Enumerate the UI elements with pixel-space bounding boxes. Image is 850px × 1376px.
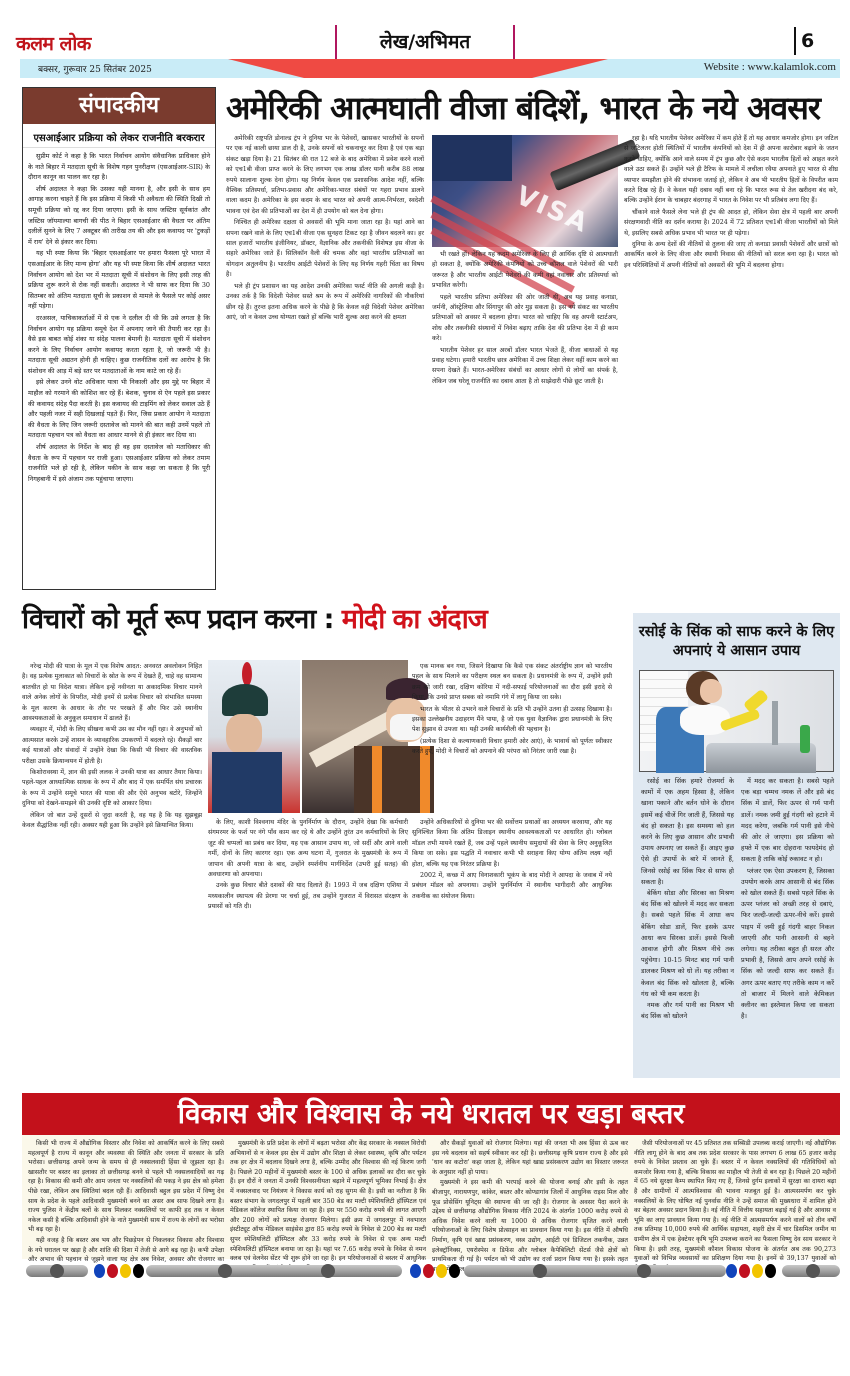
article3-paragraph: जैसी परियोजनाओं पर 45 प्रतिशत तक सब्सिडी उपलब्ध कराई जाएगी। नई औद्योगिक नीति लागू होने के बाद अब तक प्रदेश सरकार के पास लगभग 6 लाख 65 हजार करोड़ रुपये के निवेश प्रस्ताव आ चुके हैं। बस्तर में न केवल नक्सलियों की गतिविधियों को कमजोर किया गया है, बल्कि विकास का माहौल भी तेजी से बन रहा है। पिछले 20 महीनों में 65 नये सुरक्षा कैम्प स्थापित किए गए हैं, जिनसे दुर्गम इलाकों में सुरक्षा का दायरा बढ़ा है और ग्रामीणों में आत्मविश्वास की भावना मजबूत हुई है। आत्मसमर्पण कर चुके नक्सलियों के लिए घोषित नई पुनर्वास नीति ने उन्हें समाज की मुख्यधारा में शामिल होने का बेहतर अवसर प्रदान किया है। नई नीति में वित्तीय सहायता बढ़ाई गई है और आवास व भूमि का लाए प्रावधान किया गया है। नई नीति में आत्मसमर्पण करने वालों को तीन वर्षों तक प्रतिमाह 10,000 रुपये की आर्थिक सहायता, शहरी क्षेत्र में चार डिसमिल जमीन या ग्रामीण क्षेत्र में एक हेक्टेयर कृषि भूमि उपलब्ध कराने का फैसला विष्णु देव साय सरकार ने किया है। इसी तरह, मुख्यमंत्री कौशल विकास योजना के अंतर्गत अब तक 90,273 युवाओं को विभिन्न व्यवसायों का प्रशिक्षण दिया गया है। इनमें से 39,137 युवाओं को — [634, 1140, 836, 1263]
registration-dot-yellow — [752, 1264, 763, 1278]
article2-headline[interactable] — [22, 602, 612, 638]
sink-paragraph: प्लंजर एक ऐसा उपकरण है, जिसका उपयोग करके आप आसानी से बंद सिंक को खोल सकते हैं। सबसे पहले सिंक के ऊपर प्लंजर को अच्छी तरह से दबाएं, फिर जल्दी-जल्दी ऊपर-नीचे करें। इससे पाइप में जमी हुई गंदगी बाहर निकल जाएगी और पानी आसानी से बहने लगेगा। यह तरीका बहुत ही सरल और प्रभावी है, जिससे आप अपने रसोई के सिंक को जल्दी साफ कर सकते हैं। अगर ऊपर बताए गए तरीके काम न करें तो बाजार में मिलने वाले केमिकल क्लीनर का इस्तेमाल किया जा सकता है। — [741, 866, 834, 1021]
newspaper-logo: कलम लोक — [16, 33, 91, 55]
modi-photo — [208, 660, 408, 813]
coat — [212, 752, 282, 813]
editorial-paragraph: दरअसल, याचिकाकर्ताओं में से एक ने दलील दी थी कि उसे लगता है कि निर्वाचन आयोग यह प्रक्रिया समूचे देश में अपनाए जाने की तैयारी कर रहा है। वैसे इस बाबत कोई शंका या संदेह पालना बेमानी है। मतदाता सूची में संशोधन करने के लिए निर्वाचन आयोग कवायद करता रहता है, जो जरूरी भी है। मतदाता सूची अद्यतन होनी ही चाहिए। कुछ राजनीतिक दलों का आरोप है कि संशोधन की आड़ में बड़े स्तर पर मतदाताओं के नाम काटे जा रहे हैं। — [28, 313, 210, 375]
article1-headline[interactable]: अमेरिकी आत्मघाती वीजा बंदिशें, भारत के नये अवसर — [226, 89, 820, 127]
turban-plume — [242, 662, 252, 686]
article2-headline-part2: मोदी का अंदाज — [341, 604, 487, 635]
article3-column-3 — [432, 1139, 628, 1264]
masthead — [0, 0, 850, 80]
article2-paragraph: व्यवहार में, मोदी के लिए सीखना कभी उस का मौन नहीं रहा। वे अनुभवों को आत्मसात करके उन्हें शासन के व्यावहारिक उपकरणों में बदलते रहे। सैकड़ों बार कई यात्राओं और संवादों में उन्होंने देखा कि किसी भी विचार की वास्तविक परीक्षा उसके क्रियान्वयन में होती है। — [22, 726, 202, 765]
article2-column-3 — [412, 818, 612, 1082]
registration-dot-black — [765, 1264, 776, 1278]
article2-column-2 — [208, 818, 408, 1082]
registration-dot-blue — [94, 1264, 105, 1278]
article1-column-1 — [226, 134, 424, 590]
article1-paragraph: चौंकाने वाले फैसले लेना भले ही ट्रंप की आदत हो, लेकिन सेवा क्षेत्र में पहली बार अपनी संरक्षणवादी नीति का दर्शन कराया है। 2024 में 72 प्रतिशत एच1बी वीजा भारतीयों को मिले थे, इसलिए सबसे अधिक प्रभाव भी भारत पर ही पड़ेगा। — [624, 208, 838, 237]
article2-paragraph: लेकिन जो बात उन्हें दूसरों से जुदा करती है, वह यह है कि यह सुझबूझ केवल सैद्धांतिक नहीं रही। अक्सर यही हुआ कि उन्होंने इसे क्रियान्वित किया। — [22, 811, 202, 830]
article3-paragraph: मुख्यमंत्री के प्रति प्रदेश के लोगों में बढ़ता भरोसा और केंद्र सरकार के नक्सल विरोधी अभियानों से न केवल इस क्षेत्र में उद्योग और शिक्षा से लेकर स्वास्थ्य, कृषि और पर्यटन तक हर क्षेत्र में बदलाव दिखने लगा है, बल्कि उम्मीद और विश्वास की नई किरण जगी है। पिछले 20 महीनों में मुख्यमंत्री बस्तर के 100 से अधिक इलाकों का दौरा कर चुके हैं। इन दौरों ने जनता में उनकी विश्वसनीयता बढ़ाने में महत्वपूर्ण भूमिका निभाई है। क्षेत्र में नक्सलवाद पर नियंत्रण ने विकास कार्य को राह सुगम की है। इसी का नतीजा है कि बस्तर संभाग के जगदलपुर में पहली बार 350 बेड का मल्टी स्पेशियलिटी हॉस्पिटल एवं मेडिकल कॉलेज स्थापित किया जा रहा है। इस पर 550 करोड़ रुपये की लागत आएगी और 200 लोगों को प्रत्यक्ष रोजगार मिलेगा। इसी क्रम में जगदलपुर में नवभारत इंस्टीट्यूट ऑफ मेडिकल साइंसेस द्वारा 85 करोड़ रुपये के निवेश से 200 बेड का मल्टी सुपर स्पेशियलिटी हॉस्पिटल और 33 करोड़ रुपये के निवेश से एक अन्य मल्टी स्पेशियलिटी हॉस्पिटल बनाया जा रहा है। यहां पर 7.65 करोड़ रुपये के निवेश से नमन क्लब एवं वेलनेस सेंटर भी शुरू होने जा रहा है। इन परियोजनाओं से बस्तर में आधुनिक — [230, 1140, 426, 1263]
registration-dot-red — [423, 1264, 434, 1278]
registration-dot-blue — [410, 1264, 421, 1278]
page-number: 6 — [794, 27, 814, 55]
kitchen-sink-photo — [639, 670, 834, 772]
article2-column-4 — [412, 662, 612, 816]
section-title: लेख/अभिमत — [335, 25, 515, 59]
registration-bar — [464, 1265, 726, 1277]
sink-paragraph: रसोई का सिंक हमारे रोजमर्रा के कामों में एक अहम हिस्सा है, लेकिन खाना पकाने और बर्तन धोने के दौरान इसमें कई चीजें गिर जाती हैं, जिससे यह बंद हो सकता है। इस समस्या को हल करने के लिए कुछ आसान और प्रभावी उपाय अपनाए जा सकते हैं। आइए कुछ ऐसे ही उपायों के बारे में जानते हैं, जिनसे रसोई का सिंक फिर से साफ हो सकता है। — [641, 777, 734, 886]
article3-column-1 — [28, 1139, 224, 1264]
article3-column-4 — [634, 1139, 836, 1263]
editorial-paragraph: शीर्ष अदालत के निर्देश के बाद ही वह इस दस्तावेज को मताधिकार की वैधता के रूप में पहचान पर राजी हुआ। एसआईआर प्रक्रिया को लेकर तमाम राजनीति भले हो रही है, लेकिन यकीन के साथ कहा जा सकता है कि पूरी निगहबानी में इसे अंजाम तक पहुंचाया जाएगा। — [28, 443, 210, 483]
article2-paragraph: किशोरावस्था में, ज्ञान की इसी ललक ने उनकी यात्रा का आधार तैयार किया। पहले-पहल आध्यात्मिक साधक के रूप में और बाद में एक समर्पित संघ प्रचारक के रूप में उन्होंने समूचे भारत की यात्रा की और ऐसे अनुभव बटोरे, जिन्होंने दुनिया को देखने-समझने की उनकी दृष्टि को आकार दिया। — [22, 769, 202, 808]
editorial-body — [23, 148, 215, 488]
sink-column-2 — [741, 776, 834, 1022]
editorial-subheading: एसआईआर प्रक्रिया को लेकर राजनीति बरकरार — [23, 124, 215, 148]
article1-paragraph: रहा है। यदि भारतीय पेशेवर अमेरिका में कम होते हैं तो यह आधार कमजोर होगा। इन जटिल से जटिलतर होती स्थितियों में भारतीय कंपनियों को देश में ही अपना कारोबार बढ़ाने के जतन करने चाहिए, क्योंकि आने वाले समय में ट्रंप कुछ और ऐसे कदम भारतीय हितों को आहत करने वाले उठा सकते हैं। उन्होंने भले ही टैरिफ के मामले में लचीला रवैया अपनाते हुए भारत से शीघ्र व्यापार समझौता होने की संभावना जताई हो, लेकिन वे अब भी भारतीय हितों के विपरीत काम करते दिख रहे हैं। वे केवल यही दबाव नहीं बना रहे कि भारत रूस से तेल खरीदना बंद करे, बल्कि उन्होंने ईरान के चाबहार बंदरगाह में भारत के निवेश पर भी प्रतिबंध लगा दिए हैं। — [624, 135, 838, 205]
website-link[interactable]: Website : www.kalamlok.com — [703, 61, 836, 73]
article1-paragraph: भी रखते हों। लेकिन यह कदम अमेरिका के लिए ही आर्थिक दृष्टि से आत्मघाती हो सकता है, क्योंकि अमेरिकी कंपनियों को उच्च कौशल वाले पेशेवरों की भारी जरूरत है और भारतीय आईटी पेशेवरों की कमी वहां नवाचार और प्रतिस्पर्धा को प्रभावित करेगी। — [432, 251, 618, 290]
scarf — [372, 746, 382, 813]
visa-flag-photo — [432, 135, 618, 247]
article2-paragraph: भारत के भीतर से उभरने वाले विचारों के प्रति भी उन्होंने उतना ही उत्साह दिखाया है। इसका उल्लेखनीय उदाहरण मैंने पाया, है जो एक युवा वैज्ञानिक द्वारा प्रधानमंत्री के लिए पेश सुझाव से उपजा था। यही उनकी कार्यशैली की पहचान है। — [412, 705, 612, 734]
sink-paragraph: में मदद कर सकता है। सबसे पहले एक बड़ा चम्मच नमक लें और इसे बंद सिंक में डालें, फिर ऊपर से गर्म पानी डालें। नमक जमी हुई गंदगी को हटाने में मदद करेगा, जबकि गर्म पानी इसे नीचे की ओर ले जाएगा। इस प्रक्रिया को हफ्ते में एक बार दोहराना फायदेमंद हो सकता है ताकि कोई रुकावट न हो। — [741, 777, 834, 864]
registration-dot-yellow — [436, 1264, 447, 1278]
sink-article-headline[interactable]: रसोई के सिंक को साफ करने के लिए अपनाएं ये आसान उपाय — [638, 624, 835, 659]
face — [700, 679, 722, 703]
article1-paragraph: पहले भारतीय प्रतिभा अमेरिका की ओर जाती थी, अब यह प्रवाह कनाडा, जर्मनी, ऑस्ट्रेलिया और सिंगापुर की ओर मुड़ सकता है। इस नये संकट का भारतीय प्रतिभाओं को अवसर में बदलना होगा। भारत को चाहिए कि वह अपनी स्टार्टअप, शोध और तकनीकी संस्थानों में निवेश बढ़ाए ताकि देश की प्रतिभा देश में ही काम करे। — [432, 293, 618, 343]
registration-dot-black — [133, 1264, 144, 1278]
registration-dot-red — [107, 1264, 118, 1278]
registration-knob — [533, 1264, 547, 1278]
article1-column-2 — [432, 250, 618, 590]
registration-knob — [806, 1264, 820, 1278]
article1-paragraph: भारतीय पेशेवर हर साल अरबों डॉलर भारत भेजते हैं, वीजा बाधाओं से यह प्रवाह घटेगा। हमारी भारतीय छात्र अमेरिका में उच्च शिक्षा लेकर वहीं काम करने का सपना देखते हैं। भारत-अमेरिका संबंधों का आधार लोगों से लोगों का संपर्क है, लेकिन जब घरेलू राजनीति का दबाव आता है तो साझेदारी पीछे छूट जाती है। — [432, 346, 618, 385]
dateline: बक्सर, गुरूवार 25 सितंबर 2025 — [38, 65, 152, 75]
article2-paragraph: उन्होंने अधिकारियों से दुनिया भर की सर्वोत्तम प्रथाओं का अध्ययन करवाया, और यह सुनिश्चित किया कि अंतिम डिजाइन स्थानीय आवश्यकताओं पर आधारित हो। ग्लोबल मॉडल तभी मायने रखते हैं, जब उन्हें पहले स्थानीय समुदायों की सेवा के लिए अनुकूलित किया जा सके। इस पद्धति में नवाचार कभी भी सराहना किए योग्य अंतिम लक्ष्य नहीं होता, बल्कि यह एक निरंतर प्रक्रिया है। — [412, 819, 612, 868]
registration-knob — [50, 1264, 64, 1278]
registration-knob — [321, 1264, 335, 1278]
article1-paragraph: अमेरिकी राष्ट्रपति डोनाल्ड ट्रंप ने दुनिया भर के पेशेवरों, खासकर भारतीयों के सपनों पर एक नई काली छाया डाल दी है, उनके सपनों को चकनाचूर कर दिया है एवं एक बड़ा संकट खड़ा दिया है। 21 सितंबर की रात 12 बजे के बाद अमेरिका में प्रवेश करने वालों को एच1बी वीजा प्राप्त करने के लिए लगभग एक लाख डॉलर यानी करीब 88 लाख रुपये सालाना शुल्क देना होगा। यह निर्णय केवल एक प्रशासनिक आदेश नहीं, बल्कि वैश्विक प्रतिस्पर्धा, प्रतिभा-प्रवास और अमेरिका-भारत संबंधों पर गहरा प्रभाव डालने वाला कदम है। अमेरिका के इस कदम के बाद भारत को अपनी आत्म-निर्भरता, स्वदेशी भावना एवं देश की प्रतिभाओं का देश में ही उपयोग को बल देना होगा। — [226, 135, 424, 215]
sink-paragraph: नमक और गर्म पानी का मिश्रण भी बंद सिंक को खोलने — [641, 1001, 734, 1021]
registration-bar — [146, 1265, 402, 1277]
editorial-paragraph: शीर्ष अदालत ने कहा कि उसका यही मानना है, और इसी के साथ हम आगाह करना चाहते हैं कि इस प्रक्रिया में किसी भी अवैधता की स्थिति दिखी तो समूची प्रक्रिया को रद्द कर दिया जाएगा। इसी के साथ जस्टिस सूर्यकांत और जस्टिस जॉयमाल्या बागची की पीठ ने बिहार एसआईआर की वैधता पर अंतिम दलीलें सुनने के लिए 7 अक्टूबर की तारीख तय की और इस कवायद पर 'टुकड़ों में राय' देने से इंकार कर दिया। — [28, 184, 210, 246]
article3-headline[interactable]: विकास और विश्वास के नये धरातल पर खड़ा बस्तर — [22, 1093, 840, 1135]
registration-dot-red — [739, 1264, 750, 1278]
article1-paragraph: दुनिया के अन्य देशों की नीतियों से तुलना की जाए तो कनाडा प्रवासी पेशेवरों और छात्रों को आकर्षित करने के लिए वीजा और स्थायी निवास की नीतियों को सरल बना रहा है। भारत को इन परिस्थितियों में अपनी नीतियों को अवसरों की भूमि में बदलना होगा। — [624, 241, 838, 269]
article2-paragraph: (प्रत्येक दिशा से कल्याणकारी विचार हमारी ओर आएं), के भावार्थ को पूर्णतः स्वीकार करते हुए, मोदी ने विचारों को अपनाने की परंपरा को निरंतर जारी रखा है। — [412, 737, 612, 756]
article1-paragraph: निश्चित ही अमेरिका दक्षता से अवसरों की भूमि माना जाता रहा है। यहां आने का सपना रखने वाले के लिए एच1बी वीजा एक सुनहरा टिकट रहा है जीवन बदलने का। हर साल हजारों भारतीय इंजीनियर, डॉक्टर, वैज्ञानिक और तकनीकी विशेषज्ञ इस वीजा के सहारे अमेरिका जाते हैं। सिलिकॉन वैली की चमक और वहां भारतीय प्रतिभाओं का योगदान अतुलनीय है। भारतीय आईटी पेशेवरों के लिए यह निर्णय गहरी चिंता का विषय है। — [226, 219, 424, 279]
sink-paragraph: बेकिंग सोडा और सिरका का मिश्रण बंद सिंक को खोलने में मदद कर सकता है। सबसे पहले सिंक में आधा कप बेकिंग सोडा डालें, फिर इसके ऊपर आधा कप सिरका डालें। इससे फिजी आवाज होगी और मिश्रण नीचे तक पहुंचेगा। 10-15 मिनट बाद गर्म पानी डालकर मिश्रण को धो लें। यह तरीका न केवल बंद सिंक को खोलता है, बल्कि गंध को भी कम करता है। — [641, 889, 734, 998]
editorial-paragraph: सुप्रीम कोर्ट ने कहा है कि भारत निर्वाचन आयोग संवैधानिक प्राधिकार होने के नाते बिहार में मतदाता सूची के विशेष गहन पुनरीक्षण (एसआईआर-SIR) के दौरान कानून का पालन कर रहा है। — [28, 152, 210, 182]
article3-paragraph: और सैकड़ों युवाओं को रोजगार मिलेगा। यहां की जनता भी अब हिंसा से ऊब कर इस नये बदलाव को सहर्ष स्वीकार कर रही है। छत्तीसगढ़ कृषि प्रधान राज्य है और इसे 'धान का कटोरा' कहा जाता है, लेकिन यहां खाद्य प्रसंस्करण उद्योग का विस्तार जरूरत के अनुसार नहीं हो पाया। — [432, 1140, 628, 1176]
editorial-paragraph: इसे लेकर उनने वोट अधिकार यात्रा भी निकाली और इस मुद्दे पर बिहार में माहौल को गरमाने की कोशिश कर रहे हैं। बेशक, चुनाव से ऐन पहले इस प्रकार की कवायद संदेह पैदा करती है। इस कवायद की टाइमिंग को लेकर सवाल उठे हैं और पहली नजर में सही दिखलाई पड़ते हैं। फिर, जिस प्रकार आयोग ने मतदाता की वैधता के लिए जिन जरूरी दस्तावेज को मानने की बात कही उनमें पहले तो मतदाता पहचान पत्र को वैधता का आधार मानने से ही इंकार कर दिया था। — [28, 378, 210, 440]
registration-dot-yellow — [120, 1264, 131, 1278]
article2-paragraph: एक मानक बन गया, जिसने दिखाया कि कैसे एक संकट अंतर्राष्ट्रीय ज्ञान को भारतीय पहल के साथ मिलाने का परीक्षण स्थल बन सकता है। प्रधानमंत्री के रूप में, उन्होंने इसी क्रम को जारी रखा, दक्षिण कोरिया में नदी-सफाई परियोजनाओं का दौरा इसी इरादे से किया, कि उनसे प्राप्त सबक को नमामि गंगे में लागू किया जा सके। — [412, 663, 612, 702]
sink-column-1 — [641, 776, 734, 1022]
flag-stars — [432, 135, 512, 181]
article2-paragraph: के लिए, काशी विश्वनाथ मंदिर के पुनर्निर्माण के दौरान, उन्होंने देखा कि कर्मचारी संगमरमर के फर्श पर नंगे पाँव काम कर रहे थे और उन्होंने तुरंत उन कर्मचारियों के लिए जूट की चप्पलों का प्रबंध कर दिया, यह एक आसान उपाय था, जो सर्दी और आने वाली गर्मी, दोनों के लिए कारगर रहा। एक अन्य घटना में, गुजरात के मुख्यमंत्री के रूप में जापान की अपनी यात्रा के बाद, उन्होंने स्पर्शनीय मार्गनिर्देश (उभरी हुई सतह) की अवधारणा को अपनाया। — [208, 819, 408, 879]
editorial-paragraph: यह भी स्पष्ट किया कि 'बिहार एसआईआर पर हमारा फैसला पूरे भारत में एसआईआर के लिए मान्य होगा' और यह भी स्पष्ट किया कि शीर्ष अदालत भारत निर्वाचन आयोग को देश भर में मतदाता सूची में संशोधन के लिए इसी तरह की प्रक्रिया शुरू करने से रोक नहीं सकती। अदालत ने भी साफ कर दिया कि 30 सितम्बर को अंतिम मतदाता सूची के प्रकाशन से मामले के फैसले पर कोई असर नहीं पड़ेगा। — [28, 249, 210, 311]
editorial-heading: संपादकीय — [23, 88, 215, 124]
registration-knob — [637, 1264, 651, 1278]
sink-article — [633, 613, 840, 1078]
editorial-column — [22, 87, 216, 590]
turban — [222, 684, 268, 716]
article2-headline-part1: विचारों को मूर्त रूप प्रदान करना : — [22, 604, 334, 635]
article2-paragraph: उनके कुछ विचार बीते दशकों की याद दिलाते हैं। 1993 में जब दक्षिण एशिया में मध्यकालीन स्थापत्य की प्रेरणा पर चर्चा हुई, तब उन्होंने गुजरात में विरासत संरक्षण के प्रयासों को गति दी। — [208, 882, 408, 911]
print-registration-strip — [22, 1262, 840, 1280]
modi-photo-salute-side — [302, 660, 408, 813]
visa-label: VISA — [511, 180, 594, 240]
article3-paragraph: किसी भी राज्य में औद्योगिक विस्तार और निवेश को आकर्षित करने के लिए सबसे महत्वपूर्ण है राज्य में कानून और व्यवस्था की स्थिति और जनता में सरकार के प्रति भरोसा। छत्तीसगढ़ अपने जन्म के समय से ही नक्सलवादी हिंसा से जूझता रहा है। खासतौर पर बस्तर का इलाका तो छत्तीसगढ़ बनने से पहले भी नक्सलवादियों का गढ़ रहा है। विकास की कमी और आम जनता पर नक्सलियों की पकड़ ने इस क्षेत्र को हमेशा पीछे रखा, लेकिन अब स्थितियां बदल रही हैं। आदिवासी बहुल इस प्रदेश में विष्णु देव साय के प्रदेश के पहले आदिवासी मुख्यमंत्री बनने का असर अब साफ दिखने लगा है। राज्य पुलिस ने केंद्रीय बलों के साथ मिलकर नक्सलियों पर काफी हद तक न केवल नकेल कसी है बल्कि आदिवासी होने के नाते मुख्यमंत्री साय में राज्य के लोगों का भरोसा भी बढ़ रहा है। — [28, 1140, 224, 1234]
article3-paragraph: मुख्यमंत्री ने इस कमी की भरपाई करने की योजना बनाई और इसी के तहत बीजापुर, नारायणपुर, कांकेर, बस्तर और कोण्डागांव जिलों में आधुनिक राइस मिल और फूड प्रोसेसिंग यूनिट्स की स्थापना की जा रही है। रोजगार के अवसर पैदा करने के उद्देश्य से छत्तीसगढ़ औद्योगिक विकास नीति 2024 के अंतर्गत 1000 करोड़ रुपये से अधिक निवेश करने वाली या 1000 से अधिक रोजगार सृजित करने वाली परियोजनाओं के लिए विशेष प्रोत्साहन का प्रावधान किया गया है। इस नीति में औषधि निर्माण, कृषि एवं खाद्य प्रसंस्करण, वस्त्र उद्योग, आईटी एवं डिजिटल तकनीक, उन्नत इलेक्ट्रॉनिक्स, एयरोस्पेस व डिफेंस और ग्लोबल कैपेबिलिटी सेंटर्स जैसे क्षेत्रों को प्राथमिकता दी गई है। पर्यटन को भी उद्योग का दर्जा प्रदान किया गया है। इसके तहत — [432, 1179, 628, 1264]
registration-knob — [218, 1264, 232, 1278]
article1-column-3 — [624, 134, 838, 606]
article1-paragraph: भले ही ट्रंप प्रशासन का यह आदेश उनकी अमेरिका फर्स्ट नीति की अगली कड़ी है। उनका तर्क है कि विदेशी पेशेवर सस्ते श्रम के रूप में अमेरिकी नागरिकों की नौकरियां छीन रहे हैं। तुरन्त इतना अधिक करने के पीछे है कि केवल वही विदेशी पेशेवर अमेरिका आएं, जो न केवल उच्च योग्यता रखते हों बल्कि भारी शुल्क अदा करने की क्षमता — [226, 282, 424, 321]
registration-dot-blue — [726, 1264, 737, 1278]
soap-bottle — [800, 725, 810, 753]
face — [226, 714, 262, 754]
article2-paragraph: नरेन्द्र मोदी की यात्रा के मूल में एक विशेष आदत: अनवरत अवलोकन निहित है। वह प्रत्येक मुलाकात को विचारों के स्रोत के रूप में देखते हैं, चाहे वह सामान्य बातचीत हो या विदेश यात्रा। लेकिन इन्हें नवीनता या अकादमिक विचार मानने वाले अनेक लोगों के विपरीत, मोदी इनमें से प्रत्येक विचार को संभावित समस्या के मूल कारण के आधार के तौर पर परखते हैं और फिर उसे स्थानीय आवश्यकताओं के अनुकूल समाधान में ढालते हैं। — [22, 663, 202, 723]
article3-column-2 — [230, 1139, 426, 1263]
article2-column-1 — [22, 662, 202, 1082]
sink-article-body — [641, 776, 834, 1022]
modi-photo-turban-side — [208, 660, 300, 813]
faucet — [772, 701, 778, 745]
article2-paragraph: 2002 में, कच्छ में आए विनाशकारी भूकंप के बाद मोदी ने आपदा के जवाब में नये प्रबंधन मॉडल को अपनाया। उन्होंने पुनर्निर्माण में स्थानीय भागीदारी और आधुनिक तकनीक का संयोजन किया। — [412, 872, 612, 900]
registration-dot-black — [449, 1264, 460, 1278]
article3-paragraph: यही वजह है कि बस्तर अब भय और पिछड़ेपन से निकलकर विकास और विश्वास के नये धरातल पर खड़ा है और शांति की दिशा में तेजी से आगे बढ़ रहा है। कभी उपेक्षा और अभाव की पहचान से जूझने वाला यह क्षेत्र अब निवेश, अवसर और रोजगार का — [28, 1236, 224, 1264]
